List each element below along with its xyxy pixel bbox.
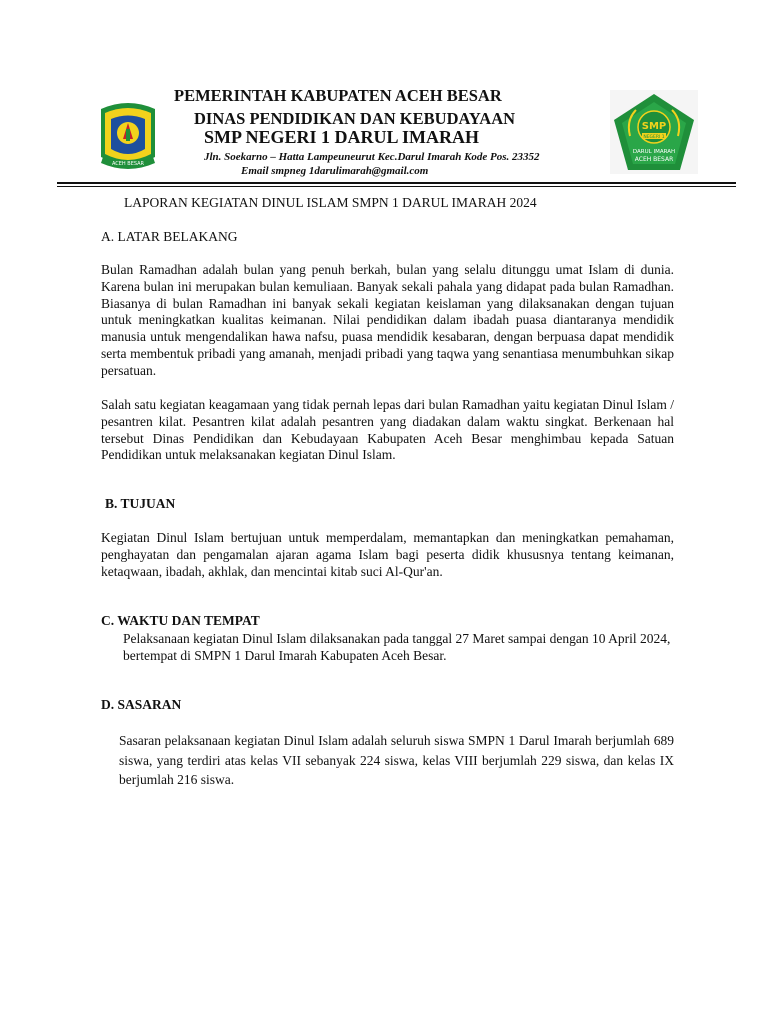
regency-emblem-icon	[95, 99, 161, 173]
letterhead-school-name: SMP NEGERI 1 DARUL IMARAH	[204, 127, 480, 147]
paragraph-latar-belakang-1: Bulan Ramadhan adalah bulan yang penuh berkah, bulan yang selalu ditunggu umat Islam di dunia. Karena bulan ini merupakan bulan kemuliaan. Banyak sekali pahala yang didapat pada bulan Ramadhan. Biasanya di bulan Ramadhan ini banyak sekali kegiatan keislaman yang dilaksanakan dengan tujuan untuk meningkatkan kualitas keimanan. Nilai pendidikan dalam ibadah puasa diantaranya mendidik manusia untuk mengendalikan hawa nafsu, puasa mendidik kesabaran, dengan berpuasa dapat mendidik serta membentuk pribadi yang amanah, menjadi pribadi yang taqwa yang senantiasa menumbuhkan sikap persatuan.	[101, 262, 674, 378]
letterhead-email: Email smpneg 1darulimarah@gmail.com	[241, 165, 429, 177]
logo-sub-text: NEGERI 1	[643, 135, 665, 140]
logo-bottom-text-1: DARUL IMARAH	[632, 149, 676, 155]
logo-bottom-text-2: ACEH BESAR	[634, 156, 674, 163]
letterhead-address: Jln. Soekarno – Hatta Lampeuneurut Kec.Darul Imarah Kode Pos. 23352	[204, 151, 540, 163]
letterhead-government: PEMERINTAH KABUPATEN ACEH BESAR	[174, 86, 502, 105]
paragraph-waktu-tempat: Pelaksanaan kegiatan Dinul Islam dilaksanakan pada tanggal 27 Maret sampai dengan 10 April 2024, bertempat di SMPN 1 Darul Imarah Kabupaten Aceh Besar.	[123, 631, 671, 663]
paragraph-tujuan: Kegiatan Dinul Islam bertujuan untuk memperdalam, memantapkan dan meningkatkan pemahaman, penghayatan dan pengamalan ajaran agama Islam bagi peserta didik khususnya tentang keimanan, ketaqwaan, ibadah, akhlak, dan mencintai kitab suci Al-Qur'an.	[101, 530, 674, 579]
letterhead-divider-thin	[57, 186, 736, 187]
section-heading-waktu-tempat: C. WAKTU DAN TEMPAT	[101, 613, 260, 628]
paragraph-sasaran: Sasaran pelaksanaan kegiatan Dinul Islam adalah seluruh siswa SMPN 1 Darul Imarah berjumlah 689 siswa, yang terdiri atas kelas VII sebanyak 224 siswa, kelas VIII berjumlah 229 siswa, dan kelas IX berjumlah 216 siswa.	[119, 733, 674, 787]
emblem-banner-text: ACEH BESAR	[111, 161, 145, 167]
letterhead-department: DINAS PENDIDIKAN DAN KEBUDAYAAN	[194, 109, 516, 128]
logo-main-text: SMP	[641, 121, 667, 132]
school-logo-icon	[610, 90, 698, 174]
paragraph-latar-belakang-2: Salah satu kegiatan keagamaan yang tidak pernah lepas dari bulan Ramadhan yaitu kegiatan Dinul Islam / pesantren kilat. Pesantren kilat adalah pesantren yang diadakan dalam waktu singkat. Berkenaan hal tersebut Dinas Pendidikan dan Kebudayaan Kabupaten Aceh Besar menghimbau kepada Satuan Pendidikan untuk melaksanakan kegiatan Dinul Islam.	[101, 397, 674, 463]
section-heading-latar-belakang: A. LATAR BELAKANG	[101, 229, 238, 244]
letterhead-divider-thick	[57, 182, 736, 184]
document-title: LAPORAN KEGIATAN DINUL ISLAM SMPN 1 DARUL IMARAH 2024	[124, 195, 537, 210]
section-heading-sasaran: D. SASARAN	[101, 697, 182, 712]
section-heading-tujuan: B. TUJUAN	[105, 496, 176, 511]
